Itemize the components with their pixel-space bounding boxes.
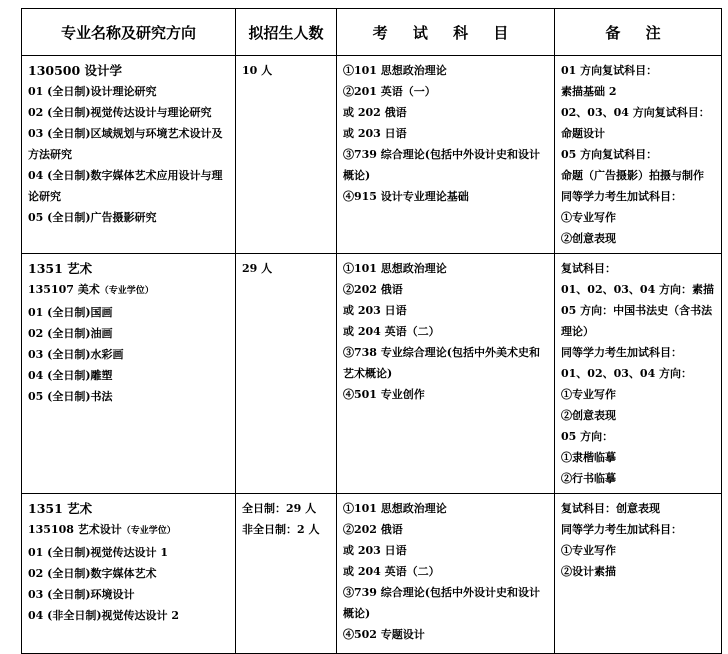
subject-item: ②202 俄语 [343,283,403,296]
note-item: 素描基础 2 [561,85,617,98]
subject-item: ②202 俄语 [343,523,403,536]
subjects-cell [337,494,555,654]
header-major: 专业名称及研究方向 [22,9,236,56]
direction-item: 01 (全日制)设计理论研究 [28,85,157,98]
subject-item: 或 202 俄语 [343,106,407,119]
note-item: ①专业写作 [561,388,616,401]
direction-item: 01 (全日制)视觉传达设计 1 [28,546,169,559]
note-item: ①专业写作 [561,544,616,557]
degree-type-tag: （专业学位） [121,526,176,536]
admissions-table-frame [21,8,721,641]
direction-item: 04 (全日制)雕塑 [28,369,113,382]
table-row [22,494,722,654]
note-item: ①专业写作 [561,211,616,224]
sub-major-code: 135108 艺术设计 [28,523,122,536]
note-item: 01、02、03、04 方向：素描 [561,283,715,296]
note-item: 同等学力考生加试科目： [561,190,682,203]
notes-cell [555,254,722,494]
note-item: ②行书临摹 [561,472,616,485]
note-item: ②创意表现 [561,409,616,422]
header-subjects: 考 试 科 目 [337,9,555,56]
enrollment-count: 10 人 [242,64,273,77]
note-item: 命题设计 [561,127,605,140]
sub-major [28,279,229,302]
subject-item: ①101 思想政治理论 [343,64,447,77]
major-code: 1351 艺术 [28,261,93,276]
subject-item: 或 203 日语 [343,127,407,140]
major-cell [22,494,236,654]
enrollment-count: 全日制：29 人 [242,502,317,515]
subjects-cell [337,254,555,494]
enrollment-count: 非全日制：2 人 [242,523,320,536]
direction-item: 03 (全日制)区域规划与环境艺术设计及方法研究 [28,127,223,161]
subject-item: ①101 思想政治理论 [343,262,447,275]
header-row [22,9,722,56]
note-item: 复试科目： [561,262,616,275]
table-row [22,254,722,494]
sub-major [28,519,229,542]
admissions-table [21,8,722,654]
major-cell [22,56,236,254]
major-code: 1351 艺术 [28,501,93,516]
major-code: 130500 设计学 [28,63,123,78]
direction-item: 04 (非全日制)视觉传达设计 2 [28,609,180,622]
table-row [22,56,722,254]
direction-item: 02 (全日制)油画 [28,327,113,340]
direction-item: 03 (全日制)水彩画 [28,348,124,361]
direction-item: 05 (全日制)广告摄影研究 [28,211,157,224]
subject-item: ④915 设计专业理论基础 [343,190,469,203]
note-item: 复试科目：创意表现 [561,502,660,515]
note-item: ①隶楷临摹 [561,451,616,464]
note-item: 05 方向：中国书法史（含书法理论） [561,304,713,338]
direction-item: 05 (全日制)书法 [28,390,113,403]
note-item: 01、02、03、04 方向： [561,367,693,380]
subject-item: ④501 专业创作 [343,388,425,401]
subject-item: 或 204 英语（二） [343,325,440,338]
subject-item: ③739 综合理论(包括中外设计史和设计概论) [343,148,540,182]
direction-item: 01 (全日制)国画 [28,306,113,319]
note-item: 05 方向复试科目： [561,148,658,161]
enrollment-cell [236,56,337,254]
subject-item: ②201 英语（一） [343,85,436,98]
header-notes: 备 注 [555,9,722,56]
sub-major-code: 135107 美术 [28,283,100,296]
direction-item: 02 (全日制)视觉传达设计与理论研究 [28,106,212,119]
enrollment-count: 29 人 [242,262,273,275]
subjects-cell [337,56,555,254]
notes-cell [555,56,722,254]
subject-item: ③739 综合理论(包括中外设计史和设计概论) [343,586,540,620]
major-cell [22,254,236,494]
note-item: ②创意表现 [561,232,616,245]
note-item: 同等学力考生加试科目： [561,523,682,536]
enrollment-cell [236,254,337,494]
direction-item: 04 (全日制)数字媒体艺术应用设计与理论研究 [28,169,223,203]
subject-item: ③738 专业综合理论(包括中外美术史和艺术概论) [343,346,540,380]
note-item: 同等学力考生加试科目： [561,346,682,359]
degree-type-tag: （专业学位） [99,286,154,296]
subject-item: 或 203 日语 [343,304,407,317]
subject-item: ④502 专题设计 [343,628,425,641]
note-item: ②设计素描 [561,565,616,578]
header-enrollment: 拟招生人数 [236,9,337,56]
direction-item: 03 (全日制)环境设计 [28,588,135,601]
subject-item: ①101 思想政治理论 [343,502,447,515]
subject-item: 或 204 英语（二） [343,565,440,578]
notes-cell [555,494,722,654]
note-item: 01 方向复试科目： [561,64,658,77]
note-item: 02、03、04 方向复试科目： [561,106,710,119]
note-item: 命题（广告摄影）拍摄与制作 [561,169,704,182]
direction-item: 02 (全日制)数字媒体艺术 [28,567,157,580]
note-item: 05 方向： [561,430,614,443]
subject-item: 或 203 日语 [343,544,407,557]
enrollment-cell [236,494,337,654]
